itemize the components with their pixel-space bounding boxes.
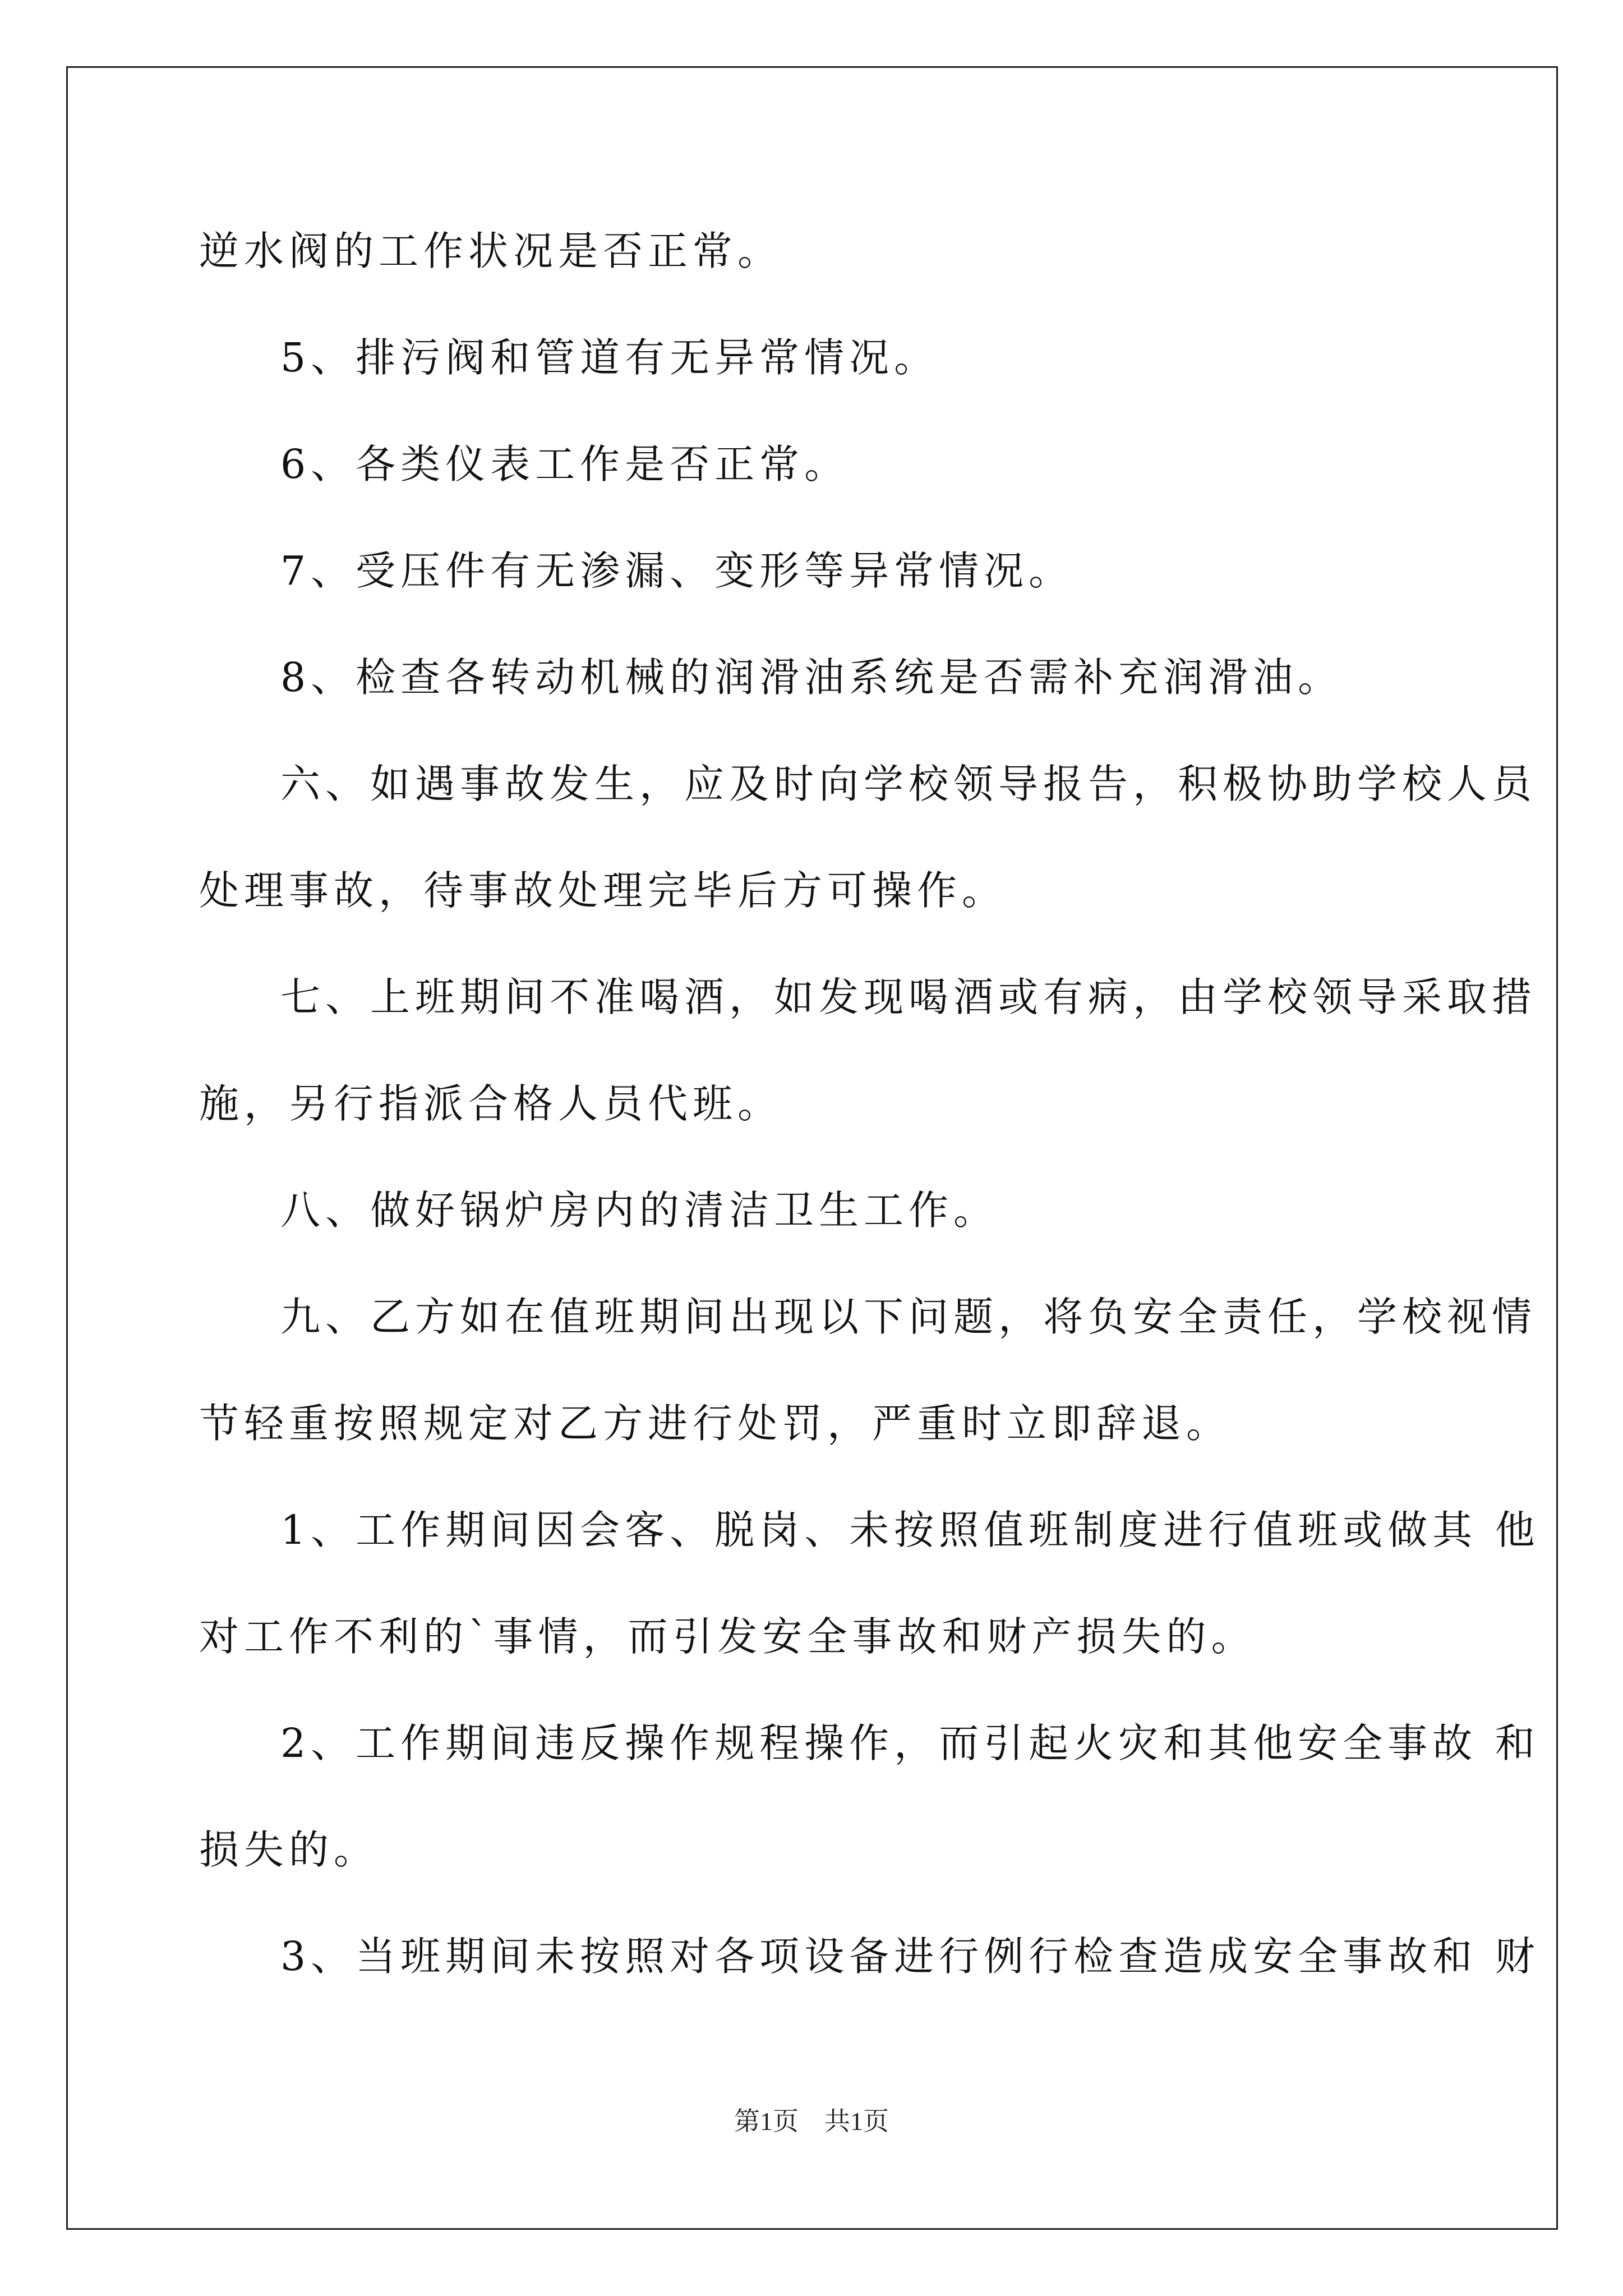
text-line: 对工作不利的`事情，而引发安全事故和财产损失的。 bbox=[199, 1613, 1256, 1660]
text-line: 六、如遇事故发生，应及时向学校领导报告，积极协助学校人员 bbox=[280, 761, 1537, 807]
text-line: 6、各类仪表工作是否正常。 bbox=[280, 441, 850, 487]
text-line: 逆水阀的工作状况是否正常。 bbox=[199, 228, 783, 274]
text-line: 8、检查各转动机械的润滑油系统是否需补充润滑油。 bbox=[280, 654, 1343, 701]
text-line: 损失的。 bbox=[199, 1826, 379, 1873]
text-line: 九、乙方如在值班期间出现以下问题，将负安全责任，学校视情 bbox=[280, 1294, 1537, 1340]
text-line: 7、受压件有无渗漏、变形等异常情况。 bbox=[280, 547, 1074, 594]
text-line: 5、排污阀和管道有无异常情况。 bbox=[280, 334, 939, 381]
text-line: 1、工作期间因会客、脱岗、未按照值班制度进行值班或做其 他 bbox=[280, 1507, 1540, 1553]
text-line: 七、上班期间不准喝酒，如发现喝酒或有病，由学校领导采取措 bbox=[280, 974, 1537, 1020]
text-line: 节轻重按照规定对乙方进行处罚，严重时立即辞退。 bbox=[199, 1400, 1232, 1447]
page-number: 第1页 bbox=[734, 2107, 799, 2136]
text-line: 3、当班期间未按照对各项设备进行例行检查造成安全事故和 财 bbox=[280, 1933, 1540, 1980]
page-total: 共1页 bbox=[824, 2107, 889, 2136]
page-footer bbox=[0, 2101, 1623, 2138]
text-line: 八、做好锅炉房内的清洁卫生工作。 bbox=[280, 1187, 999, 1234]
text-line: 处理事故，待事故处理完毕后方可操作。 bbox=[199, 867, 1007, 914]
text-line: 2、工作期间违反操作规程操作，而引起火灾和其他安全事故 和 bbox=[280, 1720, 1540, 1766]
text-line: 施，另行指派合格人员代班。 bbox=[199, 1080, 783, 1127]
